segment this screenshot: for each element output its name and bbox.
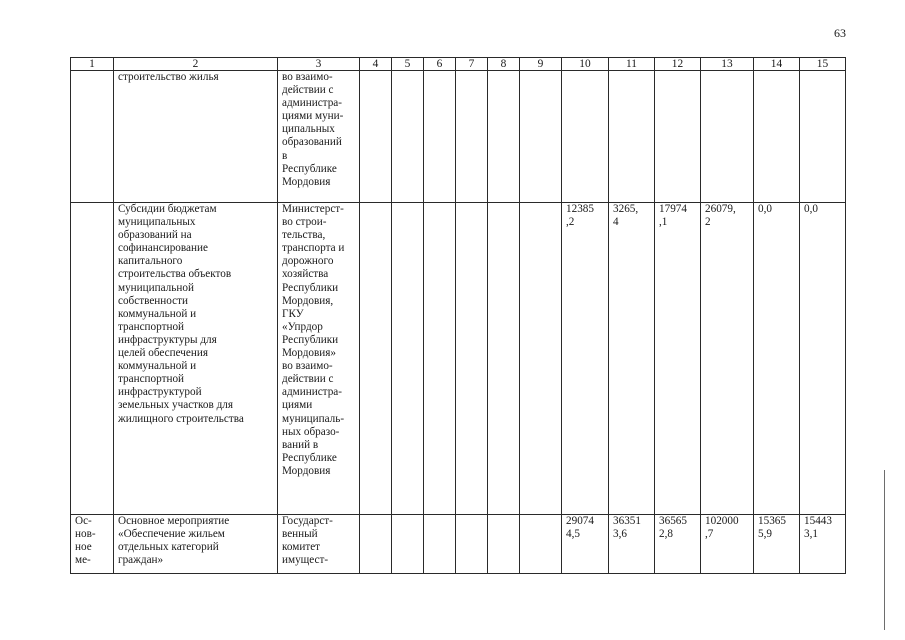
table-cell bbox=[488, 515, 520, 574]
table-cell: 12385 ,2 bbox=[562, 203, 609, 515]
table-cell bbox=[488, 203, 520, 515]
table-cell: Государст- венный комитет имущест- bbox=[278, 515, 360, 574]
table-cell: строительство жилья bbox=[114, 71, 278, 203]
table-cell bbox=[71, 71, 114, 203]
table-cell: Ос- нов- ное ме- bbox=[71, 515, 114, 574]
header-cell: 14 bbox=[754, 58, 800, 71]
table-cell bbox=[424, 71, 456, 203]
header-cell: 4 bbox=[360, 58, 392, 71]
table-cell bbox=[392, 71, 424, 203]
header-cell: 11 bbox=[609, 58, 655, 71]
table-cell: Министерст- во строи- тельства, транспорта и дорожного хозяйства Республики Мордовия, ГКУ «Упрдор Республики Мордовия» во взаимо- действии с администра- циями муниципаль- ных образо- ваний в Республике Мордовия bbox=[278, 203, 360, 515]
table-row bbox=[71, 71, 846, 203]
header-cell: 8 bbox=[488, 58, 520, 71]
table-cell: 0,0 bbox=[754, 203, 800, 515]
table-cell: Основное мероприятие «Обеспечение жильем отдельных категорий граждан» bbox=[114, 515, 278, 574]
header-cell: 1 bbox=[71, 58, 114, 71]
table-cell: во взаимо- действии с администра- циями муни- ципальных образований в Республике Мордовия bbox=[278, 71, 360, 203]
table-cell: 3265, 4 bbox=[609, 203, 655, 515]
table-cell: 26079, 2 bbox=[701, 203, 754, 515]
table-cell bbox=[520, 71, 562, 203]
table-cell bbox=[800, 71, 846, 203]
page-number: 63 bbox=[834, 26, 846, 40]
header-cell: 10 bbox=[562, 58, 609, 71]
table-cell: 0,0 bbox=[800, 203, 846, 515]
table-cell: Субсидии бюджетам муниципальных образований на софинансирование капитального строительства объектов муниципальной собственности коммунальной и транспортной инфраструктуры для целей обеспечения коммунальной и транспортной инфраструктурой земельных участков для жилищного строительства bbox=[114, 203, 278, 515]
table-cell bbox=[701, 71, 754, 203]
table-cell bbox=[424, 515, 456, 574]
table-cell bbox=[360, 203, 392, 515]
header-cell: 2 bbox=[114, 58, 278, 71]
header-cell: 13 bbox=[701, 58, 754, 71]
header-cell: 15 bbox=[800, 58, 846, 71]
table-cell bbox=[456, 515, 488, 574]
table-row bbox=[71, 203, 846, 515]
table-cell: 17974 ,1 bbox=[655, 203, 701, 515]
table-cell: 29074 4,5 bbox=[562, 515, 609, 574]
table-cell bbox=[520, 203, 562, 515]
header-cell: 9 bbox=[520, 58, 562, 71]
table-cell bbox=[609, 71, 655, 203]
data-table bbox=[70, 57, 846, 574]
header-cell: 7 bbox=[456, 58, 488, 71]
table-cell bbox=[360, 71, 392, 203]
header-cell: 6 bbox=[424, 58, 456, 71]
table-row bbox=[71, 515, 846, 574]
table-cell bbox=[456, 71, 488, 203]
table-cell: 36351 3,6 bbox=[609, 515, 655, 574]
table-cell bbox=[71, 203, 114, 515]
header-cell: 5 bbox=[392, 58, 424, 71]
table-cell: 36565 2,8 bbox=[655, 515, 701, 574]
table-cell bbox=[520, 515, 562, 574]
table-cell bbox=[754, 71, 800, 203]
table-cell bbox=[655, 71, 701, 203]
header-cell: 12 bbox=[655, 58, 701, 71]
table-cell: 102000 ,7 bbox=[701, 515, 754, 574]
table-cell bbox=[456, 203, 488, 515]
table-cell bbox=[562, 71, 609, 203]
header-row bbox=[71, 58, 846, 71]
table-cell bbox=[360, 515, 392, 574]
scan-edge-line bbox=[884, 470, 885, 630]
header-cell: 3 bbox=[278, 58, 360, 71]
table-cell: 15365 5,9 bbox=[754, 515, 800, 574]
table-cell bbox=[392, 515, 424, 574]
table-cell bbox=[392, 203, 424, 515]
table-cell: 15443 3,1 bbox=[800, 515, 846, 574]
table-cell bbox=[424, 203, 456, 515]
table-cell bbox=[488, 71, 520, 203]
